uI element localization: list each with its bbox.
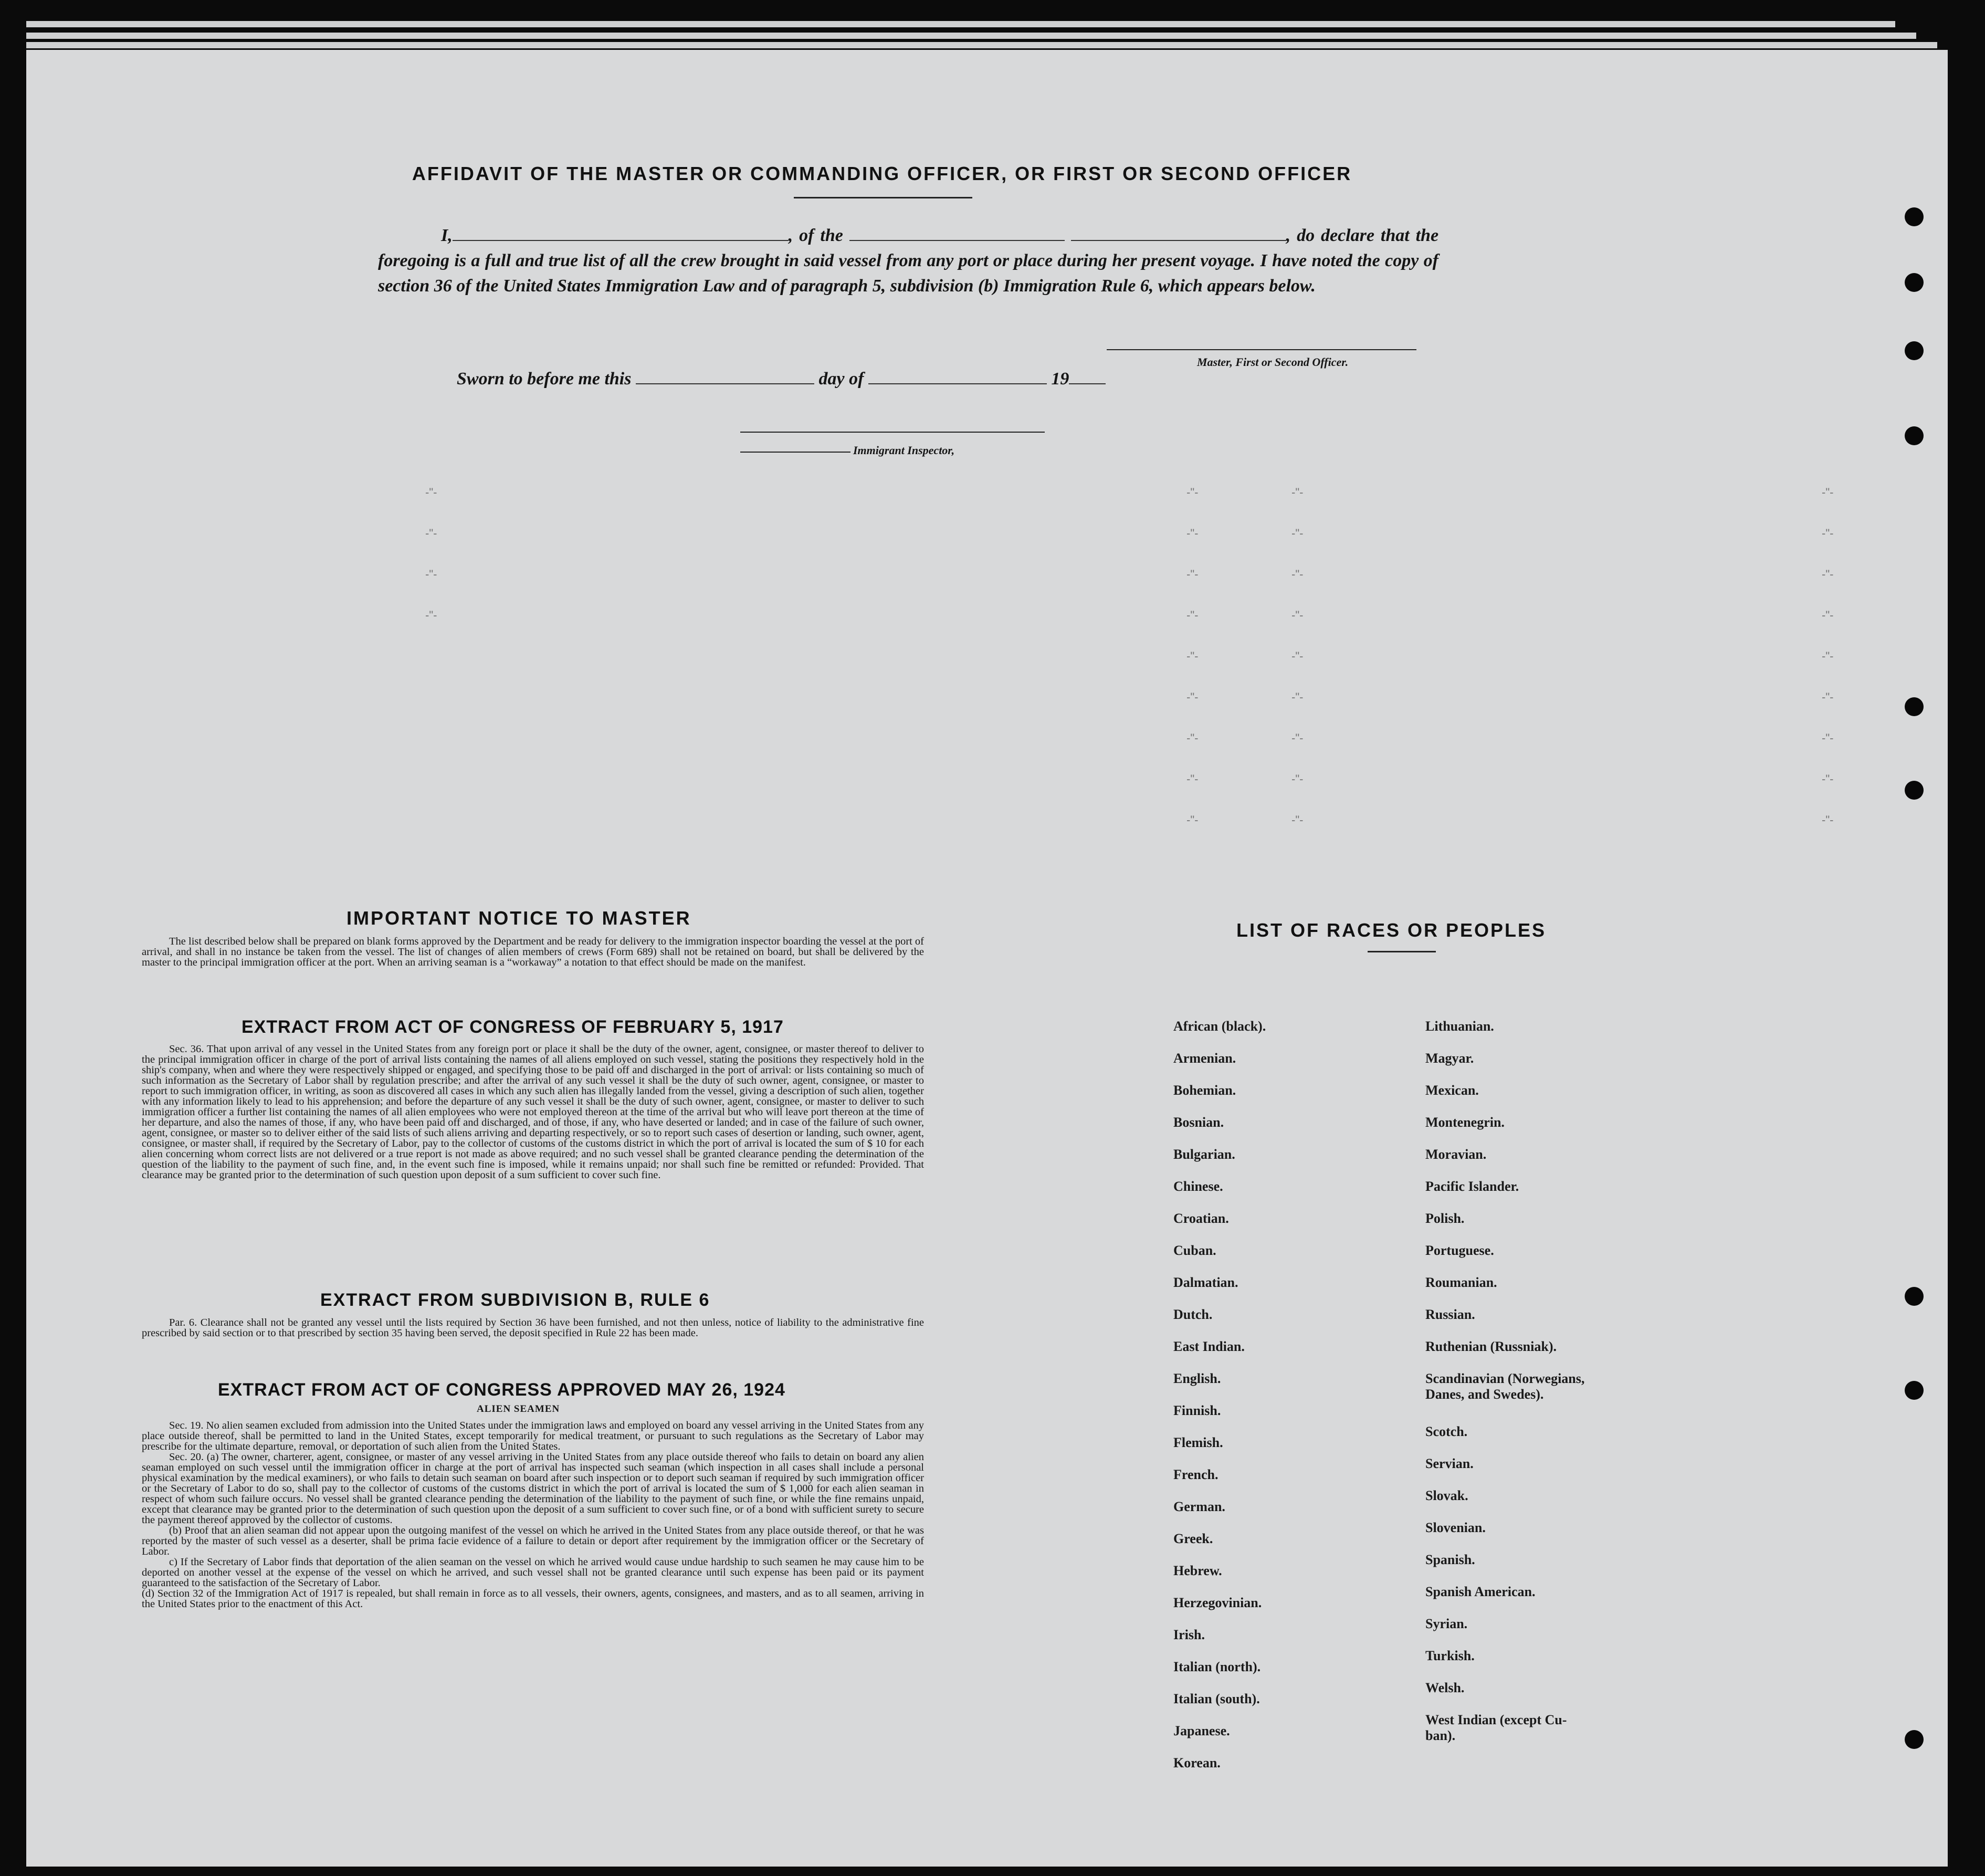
race-entry: West Indian (except Cu- (1425, 1712, 1567, 1727)
race-entry: French. (1173, 1467, 1219, 1482)
ditto-mark: -"- (1822, 609, 1834, 622)
race-entry: Turkish. (1425, 1648, 1475, 1663)
declaration-paragraph (378, 223, 1438, 299)
race-entry: Montenegrin. (1425, 1115, 1505, 1130)
race-entry: Slovenian. (1425, 1520, 1486, 1535)
race-entry: Bosnian. (1173, 1115, 1224, 1130)
race-entry: ban). (1425, 1728, 1456, 1743)
race-entry: Cuban. (1173, 1243, 1216, 1258)
binder-hole (1905, 1287, 1924, 1306)
notice-text: The list described below shall be prepared on blank forms approved by the Department and be ready for delivery to the immigration inspector boarding the vessel at the port of arrival, and shall in no instance be taken from the vessel. The list of changes of alien members of crews (Form 689) shall not be retained on board, but shall be delivered by the master to the principal immigration officer at the port. When an arriving seaman is a “workaway” a notation to that effect should be made on the manifest. (142, 936, 924, 968)
signature-caption: Master, First or Second Officer. (1197, 355, 1349, 369)
inspector-line (740, 452, 850, 453)
ditto-mark: -"- (1291, 568, 1304, 581)
race-entry: Herzegovinian. (1173, 1595, 1262, 1610)
race-entry: Finnish. (1173, 1403, 1221, 1418)
stacked-page-edge (26, 21, 1895, 27)
day-of-label: day of (818, 369, 864, 389)
ditto-mark: -"- (1291, 772, 1304, 785)
ditto-mark: -"- (425, 486, 437, 499)
master-name-blank[interactable] (453, 240, 789, 241)
ditto-mark: -"- (1291, 731, 1304, 745)
binder-hole (1905, 1730, 1924, 1749)
ditto-mark: -"- (1186, 690, 1199, 704)
notice-block (142, 936, 924, 968)
ditto-mark: -"- (1822, 568, 1834, 581)
ditto-mark: -"- (1186, 486, 1199, 499)
section-36-text: Sec. 36. That upon arrival of any vessel in the United States from any foreign port or place it shall be the duty of the owner, agent, consignee, or master thereof to deliver to the principal immigration officer in charge of the port of arrival lists containing the names of all aliens employed on such vessel, stating the positions they respectively hold in the ship's company, when and where they were respectively shipped or engaged, and specifying those to be paid off and discharged in the port of arrival: or lists containing so much of such information as the Secretary of Labor shall by regulation prescribe; and after the arrival of any such vessel it shall be the duty of such owner, agent, consignee, or master to report to such immigration officer, in writing, as soon as discovered all cases in which any such alien has illegally landed from the vessel, giving a description of such alien, together with any information likely to lead to his apprehension; and before the departure of any such vessel it shall be the duty of such owner, agent, consignee, or master to deliver to such immigration officer a further list containing the names of all alien employees who were not employed thereon at the time of the arrival but who will leave port thereon at the time of her departure, and also the names of those, if any, who have been paid off and discharged, and of those, if any, who have deserted or landed; and in case of the failure of such owner, agent, consignee, or master so to deliver either of the said lists of such aliens arriving and departing respectively, or so to report such cases of desertion or landing, such owner, agent, consignee, or master shall, if required by the Secretary of Labor, pay to the collector of customs of the customs district in which the port of arrival is located the sum of $ 10 for each alien concerning whom correct lists are not delivered or a true report is not made as above required; and no such vessel shall be granted clearance pending the determination of the question of the liability to the payment of such fine, and, in the event such fine is imposed, while it remains unpaid; nor shall such fine be remitted or refunded: Provided. That clearance may be granted prior to the determination of such question upon deposit of a sum sufficient to cover such fine. (142, 1043, 924, 1181)
section-20c-text: c) If the Secretary of Labor finds that deportation of the alien seaman on the vessel on which he arrived would cause undue hardship to such seamen he may cause him to be deported on another vessel at the expense of the vessel on which he arrived, and such vessel shall not be granted clearance until such expense has been paid or its payment guaranteed to the satisfaction of the Secretary of Labor. (142, 1556, 924, 1589)
title-underline (794, 197, 972, 198)
ditto-mark: -"- (1822, 731, 1834, 745)
alien-seamen-subtitle: ALIEN SEAMEN (477, 1403, 560, 1414)
race-entry: Greek. (1173, 1531, 1213, 1546)
sworn-label: Sworn to before me this (457, 369, 632, 389)
sworn-year-blank[interactable] (1069, 383, 1106, 384)
ditto-mark: -"- (1291, 527, 1304, 540)
race-entry: Croatian. (1173, 1211, 1229, 1226)
race-entry: Dutch. (1173, 1307, 1213, 1322)
race-entry: Dalmatian. (1173, 1275, 1238, 1290)
ditto-mark: -"- (1186, 649, 1199, 663)
ditto-mark: -"- (1291, 649, 1304, 663)
extract-1924-block (142, 1420, 924, 1609)
race-entry: Welsh. (1425, 1680, 1465, 1695)
race-entry: Armenian. (1173, 1051, 1236, 1066)
sworn-line (457, 369, 1106, 389)
race-entry: German. (1173, 1499, 1225, 1514)
section-20d-text: (d) Section 32 of the Immigration Act of 1917 is repealed, but shall remain in force as to all vessels, their owners, agents, consignees, and masters, and as to all seamen, arriving in the United States prior to the enactment of this Act. (142, 1588, 924, 1610)
section-20b-text: (b) Proof that an alien seaman did not appear upon the outgoing manifest of the vessel on which he arrived in the United States from any place outside thereof, or that he was reported by the master of such vessel as a deserter, shall be prima facie evidence of a failure to detain or deport after requirement by the immigration officer or the Secretary of Labor. (142, 1525, 924, 1557)
race-entry: Magyar. (1425, 1051, 1474, 1066)
year-label: 19 (1051, 369, 1069, 389)
race-entry: Chinese. (1173, 1179, 1223, 1194)
race-entry: Ruthenian (Russniak). (1425, 1339, 1557, 1354)
ditto-mark: -"- (1291, 486, 1304, 499)
ditto-mark: -"- (1822, 486, 1834, 499)
binder-hole (1905, 1381, 1924, 1400)
inspector-line-top (740, 432, 1045, 433)
extract-1917-title: EXTRACT FROM ACT OF CONGRESS OF FEBRUARY 5, 1917 (241, 1017, 784, 1037)
declaration-body: that the foregoing is a full and true list of all the crew brought in said vessel from any port or place during her present voyage. I have noted the copy of section 36 of the United States Immigration Law and of paragraph 5, subdivision (b) Immigration Rule 6, which appears below. (378, 226, 1439, 296)
ditto-mark: -"- (1186, 527, 1199, 540)
ditto-mark: -"- (1291, 690, 1304, 704)
race-entry: Bulgarian. (1173, 1147, 1235, 1162)
race-entry: East Indian. (1173, 1339, 1245, 1354)
race-entry: Scotch. (1425, 1424, 1468, 1439)
vessel-name-blank-2[interactable] (1071, 240, 1286, 241)
race-entry: Hebrew. (1173, 1563, 1222, 1578)
ditto-mark: -"- (1186, 568, 1199, 581)
race-entry: Bohemian. (1173, 1083, 1236, 1098)
race-entry: Moravian. (1425, 1147, 1487, 1162)
race-entry: Syrian. (1425, 1616, 1468, 1631)
race-entry: Spanish. (1425, 1552, 1475, 1567)
race-entry: Spanish American. (1425, 1584, 1536, 1599)
race-entry: Servian. (1425, 1456, 1474, 1471)
section-20a-text: Sec. 20. (a) The owner, charterer, agent, consignee, or master of any vessel arriving in the United States from any place outside thereof who fails to detain on board any alien seaman employed on such vessel until the immigration officer in charge at the port of arrival has inspected such seaman (which inspection in all cases shall include a personal physical examination by the medical examiners), or who fails to detain such seaman on board after such inspection or to deport such seaman if required by such immigration officer or the Secretary of Labor to do so, shall pay to the collector of customs of the customs district in which the port of arrival is located the sum of $ 1,000 for each alien seaman in respect of whom such failure occurs. No vessel shall be granted clearance pending the determination of the liability to the payment of such fine, or while the fine remains unpaid, except that clearance may be granted prior to the determination of such question upon the deposit of a sum sufficient to cover such fine, or of a bond with sufficient surety to secure the payment thereof approved by the collector of customs. (142, 1451, 924, 1526)
race-entry: Polish. (1425, 1211, 1465, 1226)
extract-1917-block (142, 1044, 924, 1180)
rule-6-title: EXTRACT FROM SUBDIVISION B, RULE 6 (320, 1290, 710, 1310)
race-entry: Italian (north). (1173, 1659, 1261, 1674)
declaration-i: I, (441, 226, 453, 245)
ditto-mark: -"- (1822, 527, 1834, 540)
declaration-of-the: , of the (788, 226, 843, 245)
rule-6-block (142, 1317, 924, 1338)
ditto-mark: -"- (1186, 813, 1199, 826)
race-entry: Lithuanian. (1425, 1019, 1494, 1034)
ditto-mark: -"- (1822, 813, 1834, 826)
declaration-do-declare: , do declare (1286, 226, 1374, 245)
races-title: LIST OF RACES OR PEOPLES (1236, 919, 1547, 941)
affidavit-title: AFFIDAVIT OF THE MASTER OR COMMANDING OFFICER, OR FIRST OR SECOND OFFICER (412, 163, 1352, 184)
sworn-month-blank[interactable] (868, 383, 1047, 384)
binder-hole (1905, 341, 1924, 360)
race-entry: Roumanian. (1425, 1275, 1497, 1290)
paragraph-6-text: Par. 6. Clearance shall not be granted any vessel until the lists required by Section 36 have been furnished, and not then unless, notice of liability to the administrative fine prescribed by said section or to that prescribed by section 35 having been served, the deposit specified in Rule 22 has been made. (142, 1317, 924, 1339)
binder-hole (1905, 273, 1924, 292)
race-entry: Korean. (1173, 1755, 1221, 1770)
ditto-mark: -"- (1186, 731, 1199, 745)
race-entry: Slovak. (1425, 1488, 1468, 1503)
vessel-name-blank[interactable] (849, 240, 1065, 241)
race-entry: Irish. (1173, 1627, 1205, 1642)
race-entry: Pacific Islander. (1425, 1179, 1519, 1194)
binder-hole (1905, 426, 1924, 445)
race-entry: Flemish. (1173, 1435, 1223, 1450)
ditto-mark: -"- (1186, 772, 1199, 785)
race-entry: Italian (south). (1173, 1691, 1260, 1706)
ditto-mark: -"- (425, 609, 437, 622)
race-entry: Scandinavian (Norwegians, (1425, 1371, 1585, 1386)
binder-hole (1905, 697, 1924, 716)
ditto-mark: -"- (1822, 690, 1834, 704)
binder-hole (1905, 207, 1924, 226)
section-19-text: Sec. 19. No alien seamen excluded from admission into the United States under the immigration laws and employed on board any vessel arriving in the United States from any place outside thereof, shall be permitted to land in the United States, except temporarily for medical treatment, or pursuant to such regulations as the Secretary of Labor may prescribe for the ultimate departure, removal, or deportation of such alien from the United States. (142, 1420, 924, 1452)
ditto-mark: -"- (425, 568, 437, 581)
ditto-mark: -"- (1291, 813, 1304, 826)
race-entry: English. (1173, 1371, 1221, 1386)
race-entry: Russian. (1425, 1307, 1475, 1322)
race-entry: Danes, and Swedes). (1425, 1387, 1544, 1402)
race-entry: Portuguese. (1425, 1243, 1494, 1258)
races-title-underline (1368, 951, 1436, 952)
ditto-mark: -"- (1291, 609, 1304, 622)
race-entry: Japanese. (1173, 1723, 1230, 1738)
race-entry: African (black). (1173, 1019, 1266, 1034)
extract-1924-title: EXTRACT FROM ACT OF CONGRESS APPROVED MAY 26, 1924 (218, 1380, 785, 1400)
ditto-mark: -"- (1822, 772, 1834, 785)
stacked-page-edge (26, 33, 1916, 39)
signature-line (1107, 349, 1416, 350)
sworn-day-blank[interactable] (636, 383, 814, 384)
manifest-page (26, 50, 1948, 1867)
ditto-mark: -"- (425, 527, 437, 540)
stacked-page-edge (26, 42, 1937, 48)
inspector-caption: Immigrant Inspector, (853, 444, 955, 457)
notice-title: IMPORTANT NOTICE TO MASTER (346, 907, 691, 929)
ditto-mark: -"- (1186, 609, 1199, 622)
race-entry: Mexican. (1425, 1083, 1479, 1098)
binder-hole (1905, 781, 1924, 800)
ditto-mark: -"- (1822, 649, 1834, 663)
